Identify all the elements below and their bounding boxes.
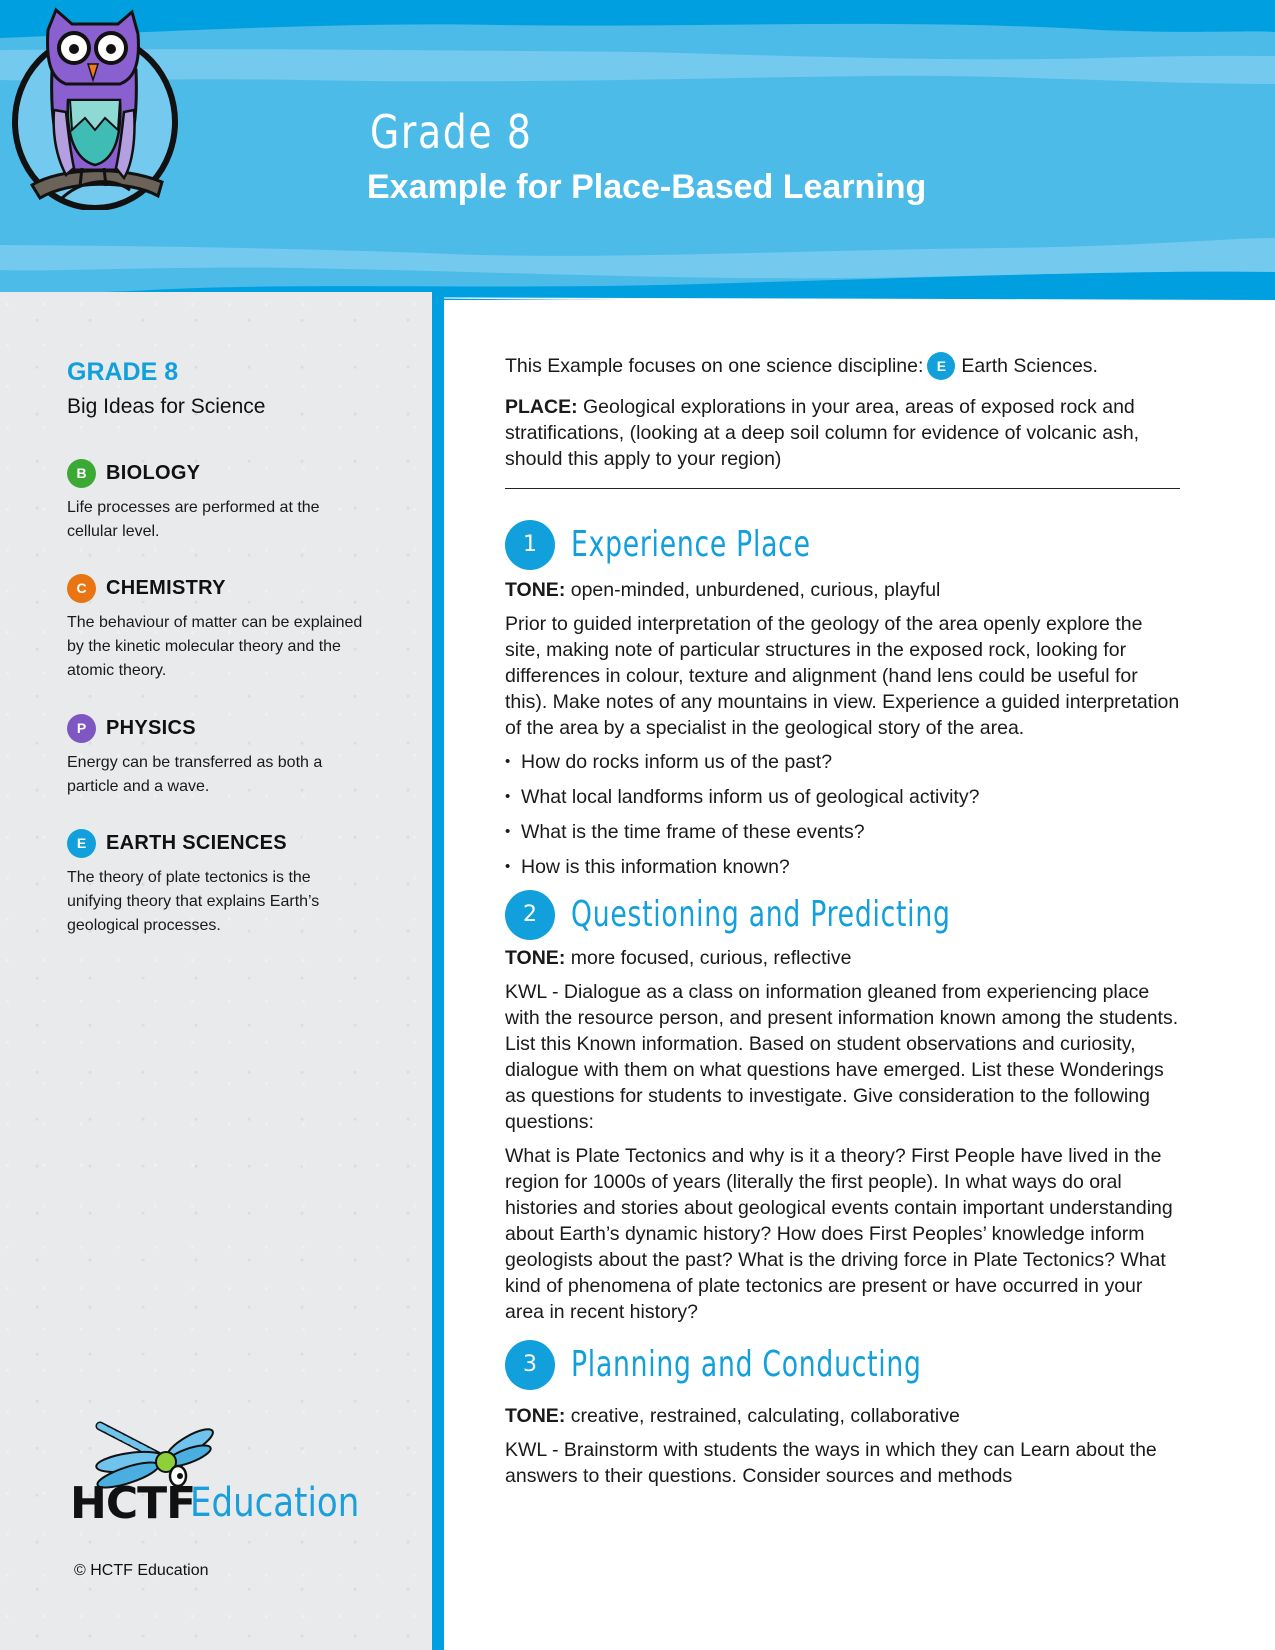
- big-idea-title: PHYSICS: [106, 716, 196, 739]
- step-1-heading: [505, 519, 1180, 571]
- big-idea-biology: [67, 458, 367, 544]
- step-tone: [505, 577, 1180, 603]
- step-tone: [505, 945, 1180, 971]
- tone-label: TONE:: [505, 579, 566, 601]
- logo-hctf-text: HCTF: [70, 1478, 196, 1529]
- step-paragraph: What is Plate Tectonics and why is it a theory? First People have lived in the region for 1000s of years (literally the first people). In what ways do oral histories and stories about geological events contain important understanding about Earth’s dynamic history? How does First Peoples’ knowledge inform geologists about the past? What is the driving force in Plate Tectonics? What kind of phenomena of plate tectonics are present or have occurred in your area in recent history?: [505, 1145, 1173, 1323]
- owl-illustration: [0, 0, 190, 210]
- chemistry-badge-icon: C: [67, 574, 96, 603]
- step-number-badge: 3: [505, 1340, 555, 1390]
- big-idea-title: BIOLOGY: [106, 461, 201, 484]
- tone-label: TONE:: [505, 1405, 566, 1427]
- step-number-badge: 2: [505, 890, 555, 940]
- big-idea-description: Life processes are performed at the cellular level.: [67, 499, 320, 540]
- hctf-education-logo: [70, 1440, 360, 1529]
- place-label: PLACE:: [505, 396, 578, 418]
- step-paragraph: KWL - Brainstorm with students the ways in which they can Learn about the answers to their questions. Consider sources and methods: [505, 1439, 1157, 1487]
- big-idea-title: CHEMISTRY: [106, 576, 226, 599]
- step-title: Experience Place: [571, 524, 811, 565]
- question-list: [505, 749, 1180, 880]
- tone-text: creative, restrained, calculating, collaborative: [565, 1405, 960, 1427]
- tone-label: TONE:: [505, 947, 566, 969]
- step-title: Questioning and Predicting: [571, 894, 951, 935]
- wave-background: [0, 0, 1275, 300]
- step-paragraph: KWL - Dialogue as a class on information gleaned from experiencing place with the resource person, and present information known among the students. List this Known information. Based on student observations and curiosity, dialogue with them on what questions have emerged. List these Wonderings as questions for students to investigate. Give consideration to the following questions:: [505, 981, 1179, 1133]
- step-3-heading: [505, 1339, 1180, 1391]
- intro-line: [505, 352, 1180, 380]
- big-idea-physics: [67, 713, 367, 799]
- big-idea-title: EARTH SCIENCES: [106, 831, 287, 854]
- step-title: Planning and Conducting: [571, 1344, 922, 1385]
- banner-grade-title: Grade 8: [370, 105, 533, 159]
- biology-badge-icon: B: [67, 459, 96, 488]
- big-idea-earth-sciences: [67, 828, 367, 938]
- main-content: [505, 352, 1180, 1497]
- question-item: • How is this information known?: [505, 854, 1180, 880]
- question-item: • What local landforms inform us of geological activity?: [505, 784, 1180, 810]
- earth-sciences-badge-icon: E: [927, 352, 955, 380]
- intro-suffix: Earth Sciences.: [961, 355, 1098, 377]
- copyright-text: © HCTF Education: [74, 1562, 209, 1579]
- big-idea-description: The behaviour of matter can be explained by the kinetic molecular theory and the atomic theory.: [67, 614, 363, 679]
- place-paragraph: [505, 394, 1180, 472]
- header-banner: [0, 0, 1275, 300]
- tone-text: open-minded, unburdened, curious, playful: [565, 579, 941, 601]
- step-2-heading: [505, 889, 1180, 941]
- big-idea-description: The theory of plate tectonics is the unifying theory that explains Earth’s geological processes.: [67, 869, 320, 934]
- tone-text: more focused, curious, reflective: [565, 947, 852, 969]
- sidebar-grade-heading: GRADE 8: [67, 358, 179, 386]
- sidebar-subtitle: Big Ideas for Science: [67, 395, 266, 418]
- place-text: Geological explorations in your area, areas of exposed rock and stratifications, (looking at a deep soil column for evidence of volcanic ash, should this apply to your region): [505, 396, 1140, 470]
- big-idea-description: Energy can be transferred as both a particle and a wave.: [67, 754, 323, 795]
- question-item: • How do rocks inform us of the past?: [505, 749, 1180, 775]
- question-item: • What is the time frame of these events?: [505, 819, 1180, 845]
- sidebar-divider: [432, 292, 444, 1650]
- big-idea-chemistry: [67, 573, 367, 683]
- intro-prefix: This Example focuses on one science discipline:: [505, 355, 924, 377]
- step-paragraph: Prior to guided interpretation of the geology of the area openly explore the site, making note of particular structures in the exposed rock, looking for differences in colour, texture and alignment (hand lens could be useful for this). Make notes of any mountains in view. Experience a guided interpretation of the area by a specialist in the geological story of the area.: [505, 613, 1180, 739]
- physics-badge-icon: P: [67, 714, 96, 743]
- banner-page-title: Example for Place-Based Learning: [367, 168, 927, 206]
- section-divider: [505, 488, 1180, 489]
- earth-sciences-badge-icon: E: [67, 829, 96, 858]
- logo-education-text: Education: [190, 1480, 360, 1526]
- step-tone: [505, 1403, 1180, 1429]
- step-number-badge: 1: [505, 520, 555, 570]
